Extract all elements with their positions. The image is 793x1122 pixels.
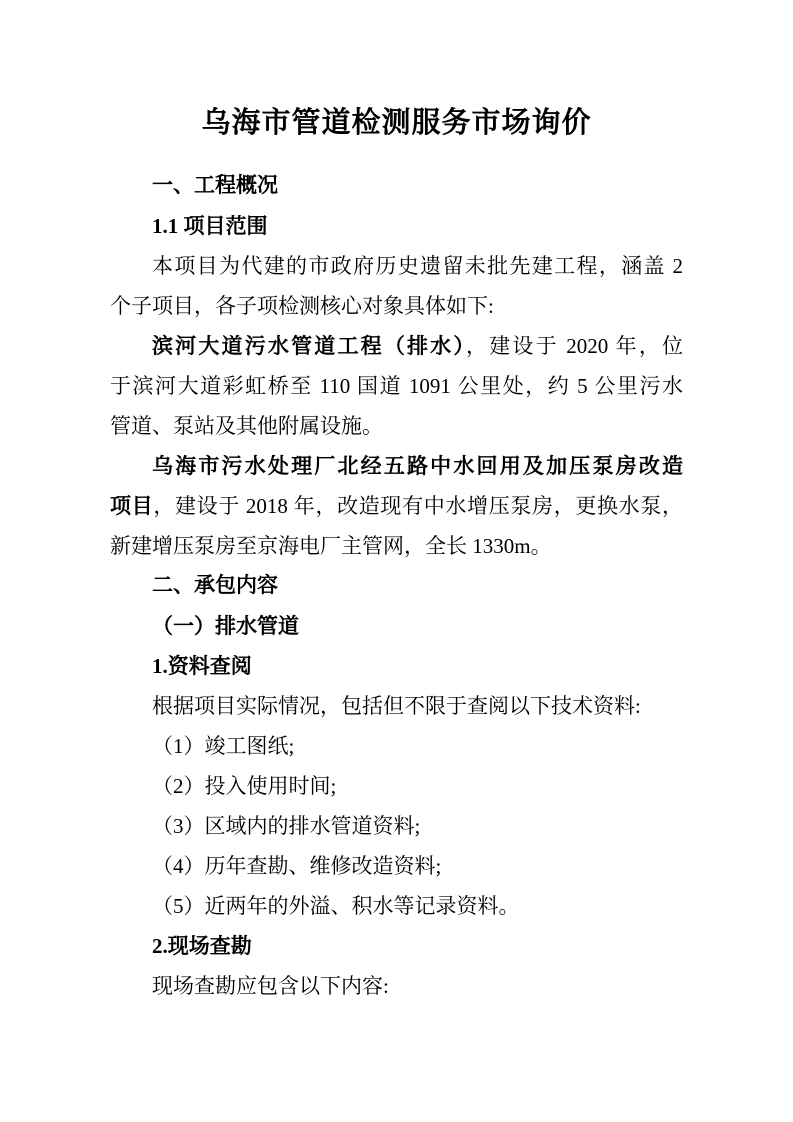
heading-1-1-project-scope-text-0: 1.1 项目范围 (152, 214, 268, 238)
para-data-review-intro-text-0: 根据项目实际情况，包括但不限于查阅以下技术资料: (152, 694, 641, 718)
para-binhe-line-3-text-0: 管道、泵站及其他附属设施。 (110, 414, 383, 438)
heading-drainage-pipeline-text-0: （一）排水管道 (152, 614, 299, 638)
list-item-5-overflow-records-text-0: （5）近两年的外溢、积水等记录资料。 (152, 894, 520, 918)
para-binhe-line-2-text-0: 于滨河大道彩虹桥至 110 国道 1091 公里处，约 5 公里污水 (110, 374, 683, 398)
para-overview-line-1 (110, 246, 683, 286)
para-wuhai-line-1-text-0: 乌海市污水处理厂北经五路中水回用及加压泵房改造 (152, 454, 683, 478)
para-wuhai-line-3-text-0: 新建增压泵房至京海电厂主管网，全长 1330m。 (110, 534, 552, 558)
para-overview-line-2-text-0: 个子项目，各子项检测核心对象具体如下: (110, 294, 494, 318)
para-overview-line-1-text-0: 本项目为代建的市政府历史遗留未批先建工程，涵盖 2 (152, 254, 683, 278)
document-body (110, 166, 683, 1006)
para-binhe-line-2 (110, 366, 683, 406)
para-wuhai-line-2 (110, 486, 683, 526)
para-site-survey-intro (110, 966, 683, 1006)
para-wuhai-line-1 (110, 446, 683, 486)
list-item-3-regional-pipeline-data-text-0: （3）区域内的排水管道资料; (152, 814, 421, 838)
heading-section-1-text-0: 一、工程概况 (152, 174, 278, 197)
list-item-1-as-built-drawings (110, 726, 683, 766)
heading-drainage-pipeline (110, 606, 683, 646)
para-binhe-line-1 (110, 326, 683, 366)
para-wuhai-line-2-text-0: 项目 (110, 494, 154, 518)
para-binhe-line-1-text-0: 滨河大道污水管道工程（排水） (152, 334, 467, 358)
para-wuhai-line-3 (110, 526, 683, 566)
list-item-5-overflow-records (110, 886, 683, 926)
para-wuhai-line-2-text-1: ，建设于 2018 年，改造现有中水增压泵房，更换水泵， (153, 494, 684, 518)
list-item-4-historical-survey-data (110, 846, 683, 886)
para-data-review-intro (110, 686, 683, 726)
heading-section-2 (110, 566, 683, 606)
heading-section-1 (110, 166, 683, 206)
list-item-2-commissioning-time-text-0: （2）投入使用时间; (152, 774, 337, 798)
list-item-4-historical-survey-data-text-0: （4）历年查勘、维修改造资料; (152, 854, 442, 878)
list-item-3-regional-pipeline-data (110, 806, 683, 846)
list-item-2-commissioning-time (110, 766, 683, 806)
list-item-1-as-built-drawings-text-0: （1）竣工图纸; (152, 734, 295, 758)
document-title: 乌海市管道检测服务市场询价 (201, 107, 592, 139)
para-site-survey-intro-text-0: 现场查勘应包含以下内容: (152, 974, 389, 998)
para-overview-line-2 (110, 286, 683, 326)
heading-2-site-survey (110, 926, 683, 966)
heading-1-data-review (110, 646, 683, 686)
para-binhe-line-3 (110, 406, 683, 446)
heading-section-2-text-0: 二、承包内容 (152, 574, 278, 597)
heading-1-1-project-scope (110, 206, 683, 246)
para-binhe-line-1-text-1: ，建设于 2020 年，位 (466, 334, 684, 358)
heading-2-site-survey-text-0: 2.现场查勘 (152, 934, 252, 958)
heading-1-data-review-text-0: 1.资料查阅 (152, 654, 252, 678)
